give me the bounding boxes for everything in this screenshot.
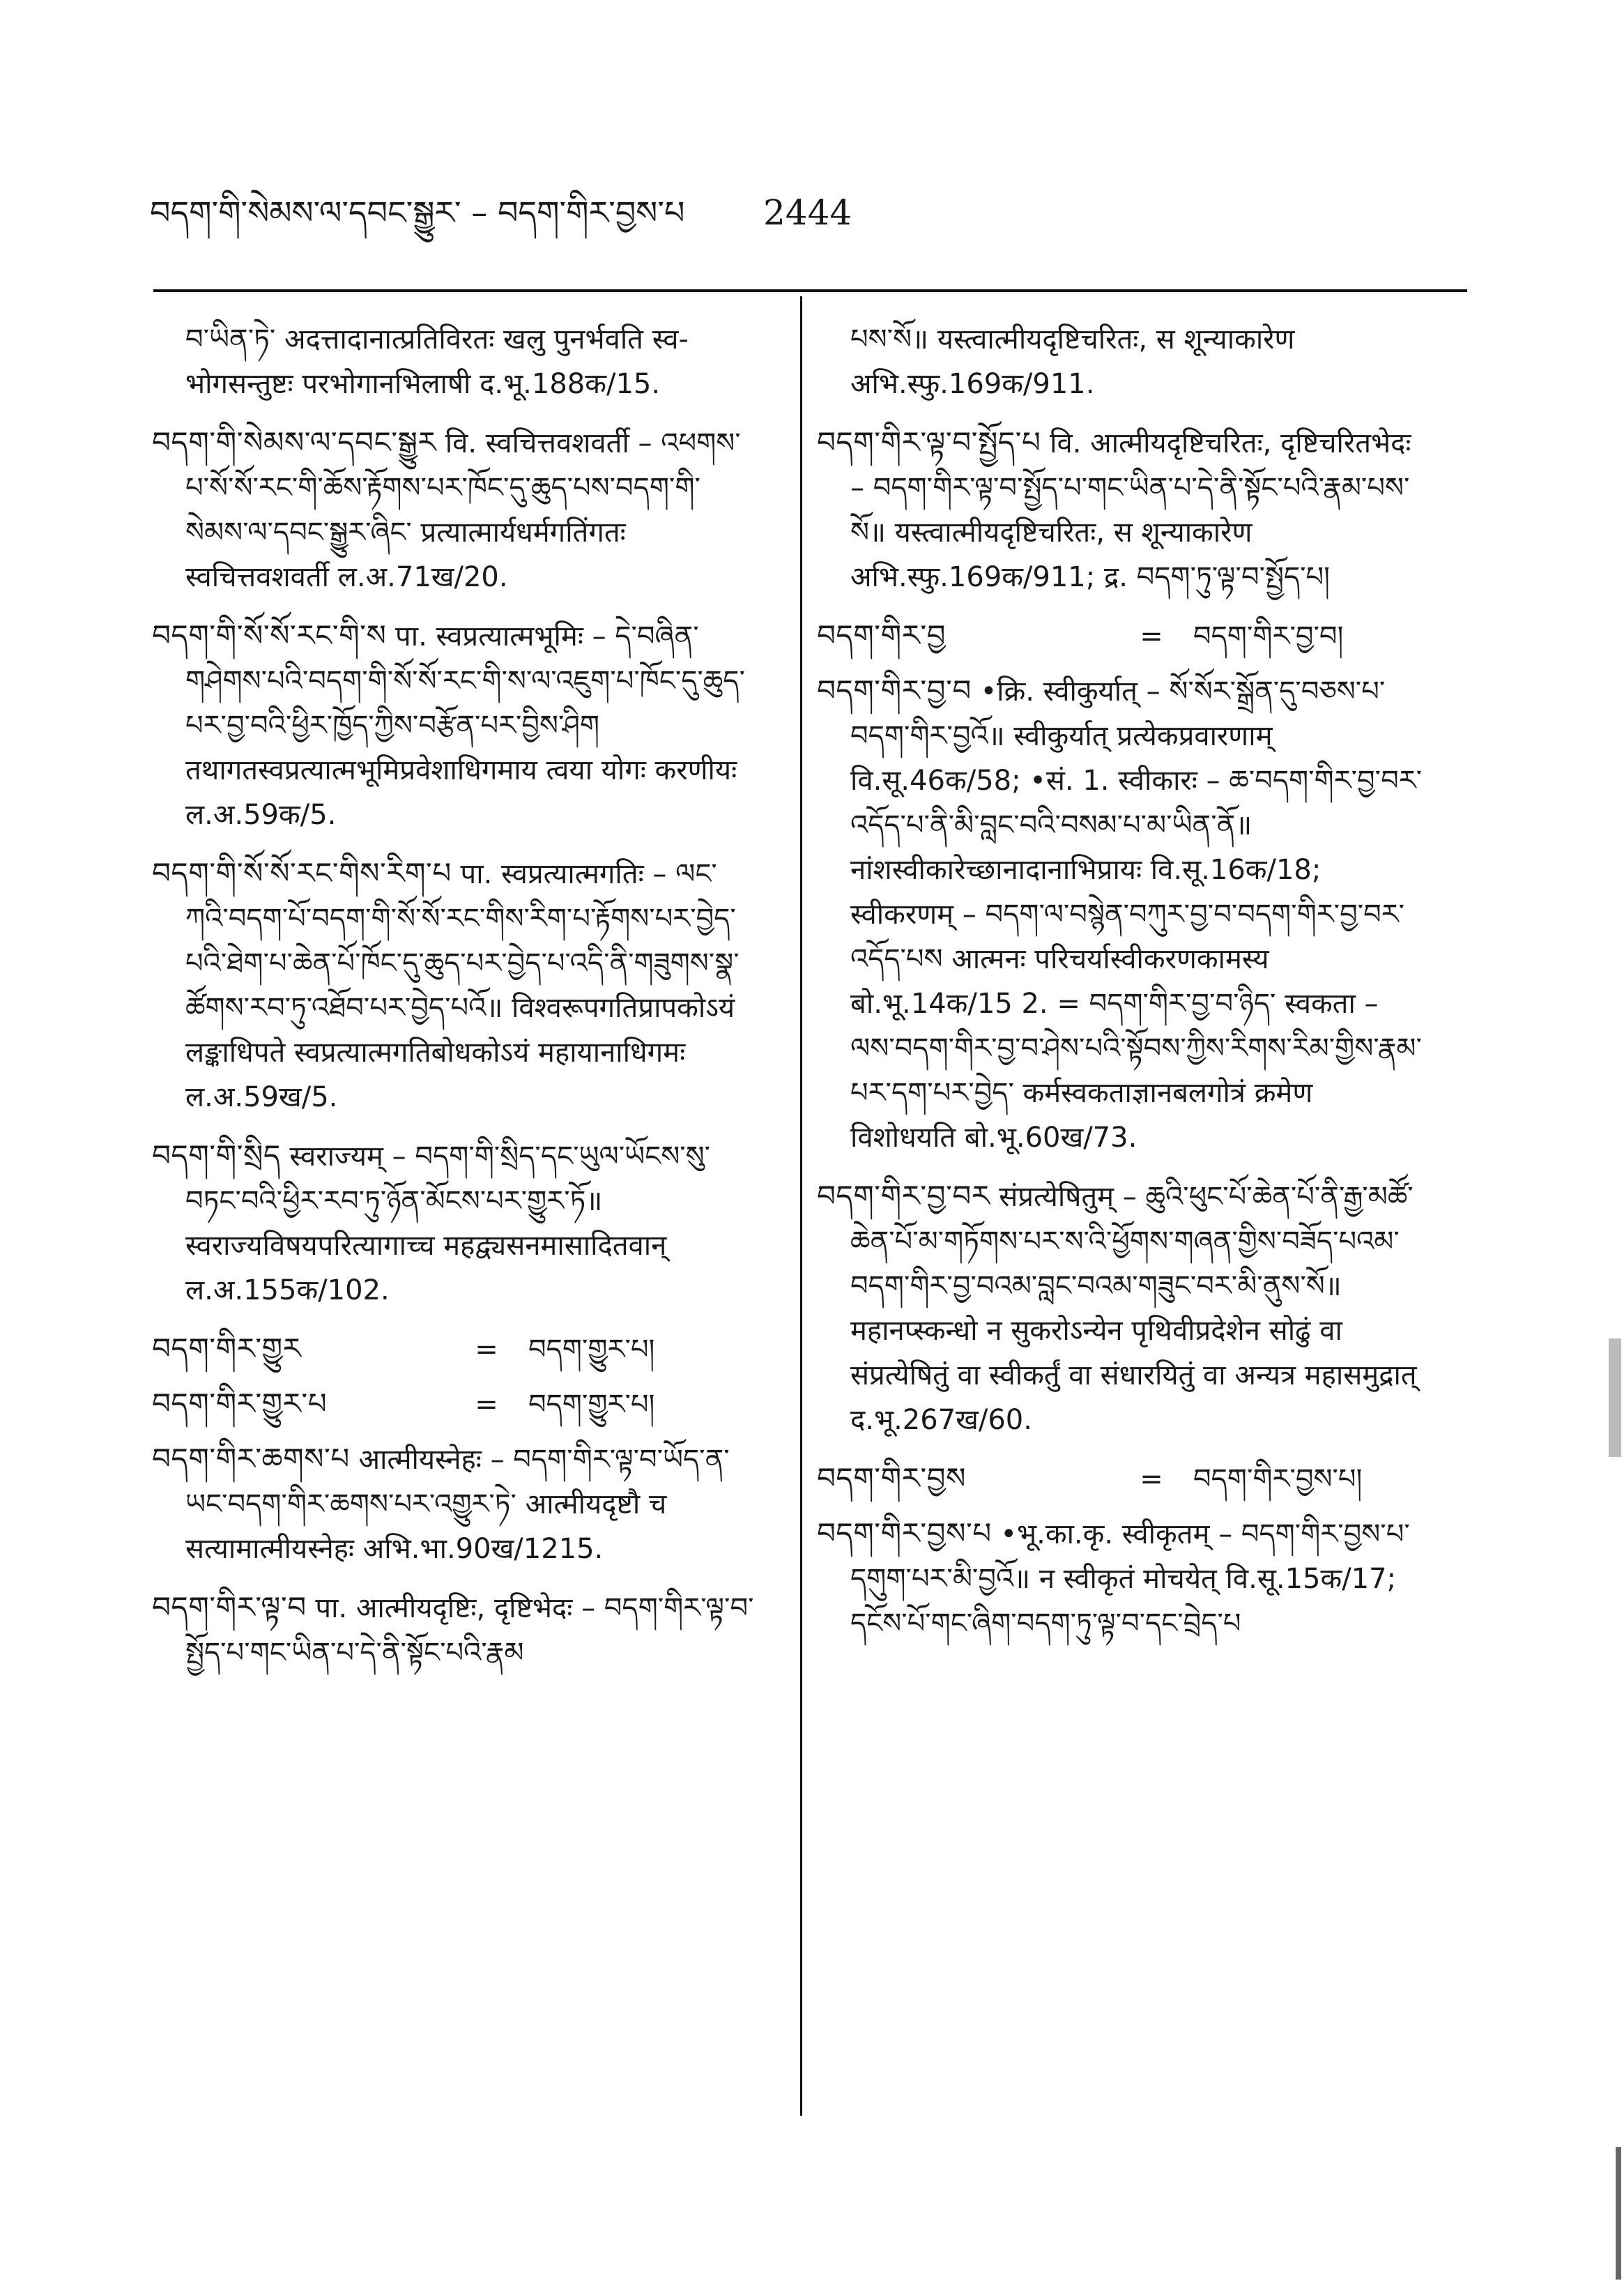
dictionary-entry bbox=[152, 1585, 758, 1675]
scan-speck bbox=[1616, 2147, 1621, 2280]
headword: བདག་གིར་བྱ་བ bbox=[817, 673, 972, 708]
definition: पा. स्वप्रत्यात्मभूमिः – དེ་བཞིན་གཤེགས་པའི་བདག་གི་སོ་སོ་རང་གི་ས་ལ་འཇུག་པ་ཁོང་དུ་ཆུད་པར་བྱ་བའི་ཕྱིར་ཁྱོད་ཀྱིས་བརྩོན་པར་བྱིས་ཤིག तथागतस्वप्रत्यात्मभूमिप्रवेशाधिगमाय त्वया योगः करणीयः ल.अ.59क/5. bbox=[185, 620, 745, 831]
headword: བདག་གི་སྲིད bbox=[152, 1138, 281, 1173]
cross-reference-target: བདག་གིར་བྱས་པ། bbox=[1193, 1463, 1363, 1495]
definition: स्वराज्यम् – བདག་གི་སྲིད་དང་ཡུལ་ཡོངས་སུ་བཏང་བའི་ཕྱིར་རབ་ཏུ་ཉོན་མོངས་པར་གྱུར་ཏོ॥ स्वराज्यविषयपरित्यागाच्च महद्व्यसनमासादितवान् ल.अ.155क/102. bbox=[185, 1140, 710, 1306]
headword: བདག་གི་སོ་སོ་རང་གི་ས bbox=[152, 618, 387, 652]
dictionary-entry bbox=[152, 420, 758, 600]
cross-reference-target: བདག་གིར་བྱ་བ། bbox=[1193, 620, 1344, 652]
running-header bbox=[150, 188, 1474, 251]
headword: བདག་གིར་ཆགས་པ bbox=[152, 1442, 350, 1476]
definition: •भू.का.कृ. स्वीकृतम् – བདག་གིར་བྱས་པ་དགུག་པར་མི་བྱའོ॥ न स्वीकृतं मोचयेत् वि.सू.15क/17; དངོས་པོ་གང་ཞིག་བདག་ཏུ་ལྟ་བ་དང་བྲེད་པ bbox=[850, 1518, 1410, 1640]
definition: •क्रि. स्वीकुर्यात् – སོ་སོར་སྒྲོན་དུ་བཅས་པ་བདག་གིར་བྱའོ॥ स्वीकुर्यात् प्रत्येकप्रवारणाम् वि.सू.46क/58; •सं. 1. स्वीकारः – ཆ་བདག་གིར་བྱ་བར་འདོད་པ་ནི་མི་བླང་བའི་བསམ་པ་མ་ཡིན་ནོ॥ नांशस्वीकारेच्छानादानाभिप्रायः वि.सू.16क/18; स्वीकरणम् – བདག་ལ་བསྙེན་བཀུར་བྱ་བ་བདག་གིར་བྱ་བར་འདོད་པས आत्मनः परिचर्यास्वीकरणकामस्य बो.भू.14क/15 2. = བདག་གིར་བྱ་བ་ཉིད་ स्वकता – ལས་བདག་གིར་བྱ་བ་ཤེས་པའི་སྟོབས་ཀྱིས་རིགས་རིམ་གྱིས་རྣམ་པར་དག་པར་བྱེད་ कर्मस्वकताज्ञानबलगोत्रं क्रमेण विशोधयति बो.भू.60ख/73. bbox=[850, 675, 1423, 1154]
header-rule bbox=[153, 289, 1467, 292]
left-column bbox=[152, 317, 758, 1689]
page-number: 2444 bbox=[763, 192, 852, 233]
definition: वि. स्वचित्तवशवर्ती – འཕགས་པ་སོ་སོ་རང་གི་ཆོས་རྟོགས་པར་ཁོང་དུ་ཆུད་པས་བདག་གི་སེམས་ལ་དབང་སྒྱུར་ཞིང་ प्रत्यात्मार्यधर्मगतिंगतः स्वचित्तवशवर्ती ल.अ.71ख/20. bbox=[185, 427, 741, 593]
dictionary-entry bbox=[817, 420, 1423, 600]
dictionary-entry bbox=[152, 1133, 758, 1313]
equals-sign: = bbox=[1140, 620, 1163, 652]
headword: བདག་གི་སེམས་ལ་དབང་སྒྱུར bbox=[152, 425, 437, 459]
dictionary-entry bbox=[817, 669, 1423, 1160]
definition: आत्मीयस्नेहः – བདག་གིར་ལྟ་བ་ཡོད་ན་ཡང་བདག་གིར་ཆགས་པར་འགྱུར་ཏེ་ आत्मीयदृष्टौ च सत्यामात्मीयस्नेहः अभि.भा.90ख/1215. bbox=[185, 1444, 730, 1565]
equals-sign: = bbox=[475, 1389, 498, 1421]
definition: བ་ཡིན་ཏེ་ अदत्तादानात्प्रतिविरतः खलु पुनर्भवति स्व-भोगसन्तुष्टः परभोगानभिलाषी द.भू.188क/15. bbox=[185, 323, 689, 400]
headword: བདག་གིར་གྱུར་པ bbox=[152, 1387, 328, 1421]
headword: བདག་གིར་བྱ་བར bbox=[817, 1179, 990, 1213]
definition: वि. आत्मीयदृष्टिचरितः, दृष्टिचरितभेदः – བདག་གིར་ལྟ་བ་སྤྱོད་པ་གང་ཡིན་པ་དེ་ནི་སྟོང་པའི་རྣམ་པས་སོ॥ यस्त्वात्मीयदृष्टिचरितः, स शून्याकारेण अभि.स्फु.169क/911; द्र. བདག་ཏུ་ལྟ་བ་སྤྱོད་པ། bbox=[850, 427, 1411, 593]
definition: संप्रत्येषितुम् – ཆུའི་ཕུང་པོ་ཆེན་པོ་ནི་རྒྱ་མཚོ་ཆེན་པོ་མ་གཏོགས་པར་ས་འི་ཕྱོགས་གཞན་གྱིས་བཟོད་པའམ་བདག་གིར་བྱ་བའམ་བླང་བའམ་གཟུང་བར་མི་ནུས་སོ॥ महानप्स्कन्धो न सुकरोऽन्येन पृथिवीप्रदेशेन सोढुं वा संप्रत्येषितुं वा स्वीकर्तुं वा संधारयितुं वा अन्यत्र महासमुद्रात् द.भू.267ख/60. bbox=[850, 1181, 1417, 1436]
dictionary-entry bbox=[152, 851, 758, 1120]
right-column bbox=[817, 317, 1423, 1660]
cross-reference-entry bbox=[817, 1456, 1423, 1502]
headword: བདག་གིར་བྱ bbox=[817, 618, 947, 652]
definition: པས་སོ॥ यस्त्वात्मीयदृष्टिचरितः, स शून्याकारेण अभि.स्फु.169क/911. bbox=[850, 323, 1295, 400]
equals-sign: = bbox=[1140, 1463, 1163, 1495]
headword: བདག་གི་སོ་སོ་རང་གིས་རིག་པ bbox=[152, 856, 452, 890]
cross-reference-target: བདག་གྱུར་པ། bbox=[528, 1389, 655, 1421]
continued-entry bbox=[817, 317, 1423, 406]
definition: पा. स्वप्रत्यात्मगतिः – ལང་ཀའི་བདག་པོ་བདག་གི་སོ་སོ་རང་གིས་རིག་པ་རྟོགས་པར་བྱེད་པའི་ཐེག་པ་ཆེན་པོ་ཁོང་དུ་ཆུད་པར་བྱེད་པ་འདི་ནི་གཟུགས་སྣ་ཚོགས་རབ་ཏུ་འཐོབ་པར་བྱེད་པའོ॥ विश्वरूपगतिप्रापकोऽयं लङ्काधिपते स्वप्रत्यात्मगतिबोधकोऽयं महायानाधिगमः ल.अ.59ख/5. bbox=[185, 858, 740, 1113]
header-title: བདག་གི་སེམས་ལ་དབང་སྒྱུར་ – བདག་གིར་བྱས་པ bbox=[150, 194, 685, 231]
dictionary-entry bbox=[152, 613, 758, 837]
headword: བདག་གིར་གྱུར bbox=[152, 1331, 302, 1366]
cross-reference-target: བདག་གྱུར་པ། bbox=[528, 1334, 655, 1366]
continued-entry bbox=[152, 317, 758, 406]
dictionary-entry bbox=[817, 1174, 1423, 1442]
definition: पा. आत्मीयदृष्टिः, दृष्टिभेदः – བདག་གིར་ལྟ་བ་སྤྱོད་པ་གང་ཡིན་པ་དེ་ནི་སྟོང་པའི་རྣམ bbox=[185, 1592, 754, 1669]
headword: བདག་གིར་བྱས bbox=[817, 1461, 966, 1495]
equals-sign: = bbox=[475, 1334, 498, 1366]
column-divider bbox=[800, 296, 802, 2116]
cross-reference-entry bbox=[152, 1327, 758, 1372]
cross-reference-entry bbox=[152, 1382, 758, 1427]
scan-speck bbox=[1609, 1338, 1621, 1457]
cross-reference-entry bbox=[817, 613, 1423, 659]
headword: བདག་གིར་ལྟ་བ bbox=[152, 1590, 307, 1624]
dictionary-entry bbox=[817, 1511, 1423, 1646]
headword: བདག་གིར་ལྟ་བ་སྤྱོད་པ bbox=[817, 425, 1041, 459]
dictionary-entry bbox=[152, 1437, 758, 1571]
headword: བདག་གིར་བྱས་པ bbox=[817, 1516, 992, 1550]
